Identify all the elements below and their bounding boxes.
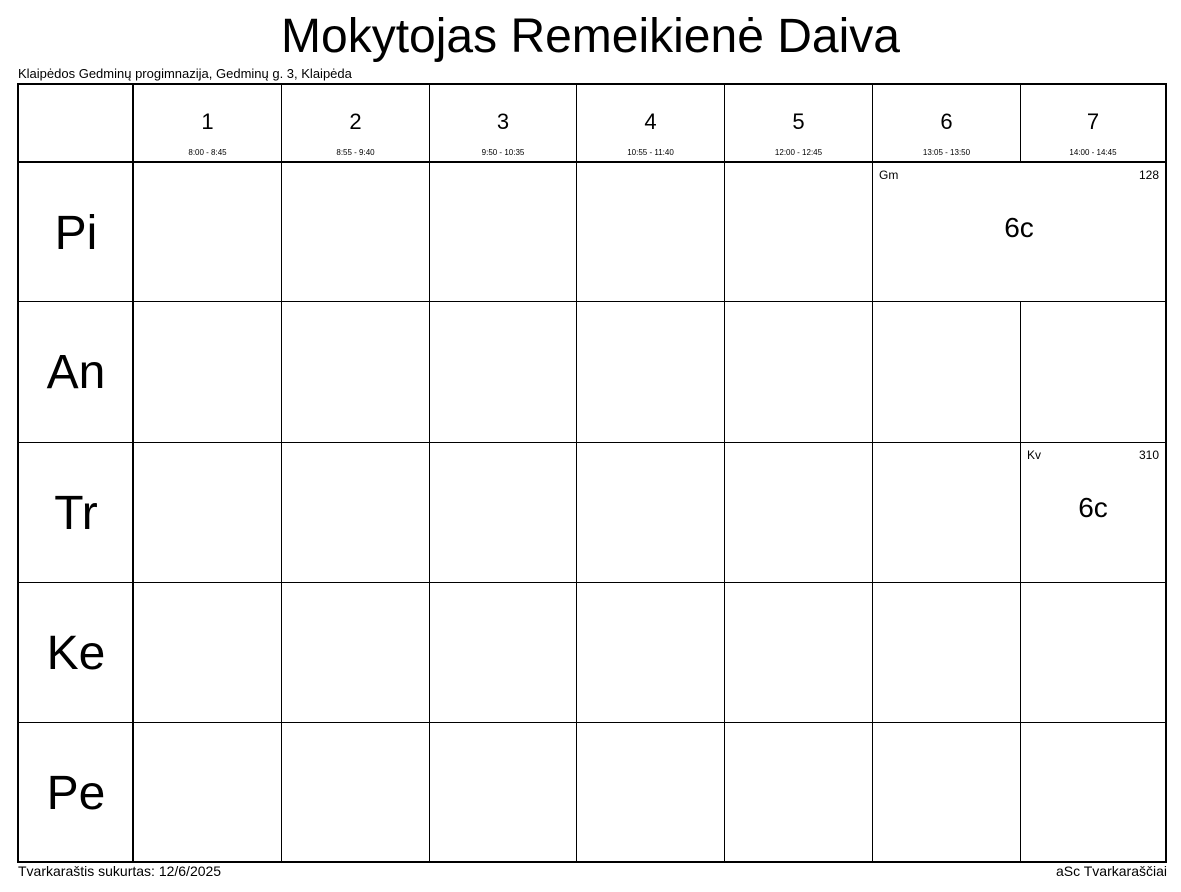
period-header [577,85,724,163]
period-header [1021,85,1165,163]
column-divider [429,85,430,861]
footer-created-date: Tvarkaraštis sukurtas: 12/6/2025 [18,863,222,879]
lesson-class: 6c [1078,492,1108,523]
period-header [725,85,872,163]
period-time: 12:00 - 12:45 [774,148,823,157]
period-header [430,85,576,163]
period-number: 7 [1086,109,1100,134]
period-number: 6 [940,109,953,134]
period-number: 2 [349,109,362,134]
period-header [134,85,281,163]
row-divider [19,442,1165,443]
school-address: Klaipėdos Gedminų progimnazija, Gedminų g. 3, Klaipėda [18,66,352,81]
lesson-cell[interactable] [873,163,1165,301]
period-header [282,85,429,163]
lesson-room: 310 [1138,448,1159,462]
period-time: 14:00 - 14:45 [1069,148,1117,157]
row-divider [19,582,1165,583]
footer-software-name: aSc Tvarkaraščiai [1055,863,1167,879]
period-time: 8:00 - 8:45 [188,148,227,157]
lesson-room: 128 [1138,168,1159,182]
day-label-ke: Ke [46,626,106,680]
period-number: 5 [792,109,805,134]
timetable-grid [17,83,1167,863]
period-number: 3 [496,109,510,134]
day-label-tr: Tr [54,486,98,540]
column-divider [576,85,577,861]
lesson-subject: Gm [879,168,899,182]
row-divider [19,722,1165,723]
period-time: 8:55 - 9:40 [336,148,375,157]
row-divider [19,301,1165,302]
period-header [873,85,1020,163]
day-label-pe: Pe [46,766,106,820]
day-label-an: An [46,345,106,399]
period-number: 4 [644,109,657,134]
page-title: Mokytojas Remeikienė Daiva [281,10,900,63]
day-label-pi: Pi [54,206,98,260]
lesson-class: 6c [1004,212,1034,243]
column-divider [724,85,725,861]
period-number: 1 [201,109,214,134]
period-time: 10:55 - 11:40 [627,148,674,157]
column-divider [281,85,282,861]
lesson-subject: Kv [1027,448,1042,462]
period-time: 9:50 - 10:35 [481,148,525,157]
lesson-cell[interactable] [1021,443,1165,582]
period-time: 13:05 - 13:50 [922,148,971,157]
